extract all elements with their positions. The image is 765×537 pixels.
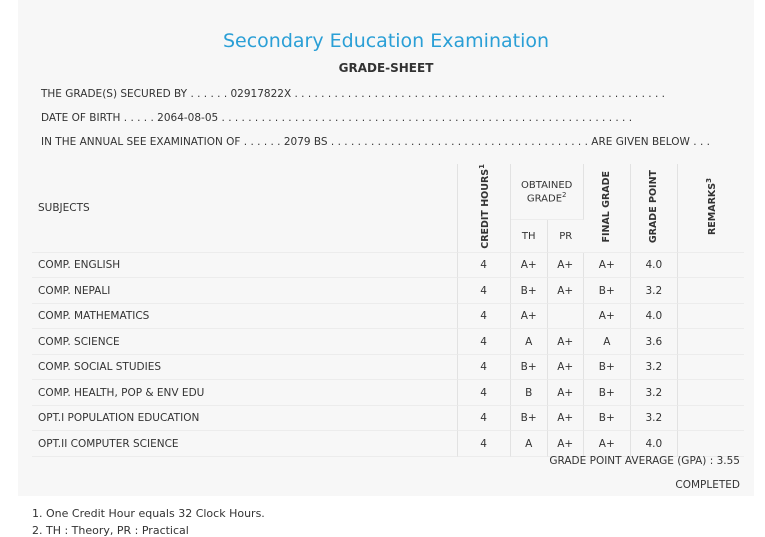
gpa-label: GRADE POINT AVERAGE (GPA) : — [549, 455, 714, 467]
credit-cell: 4 — [458, 406, 511, 432]
pr-header: PR — [548, 220, 584, 252]
page-subtitle: GRADE-SHEET — [338, 61, 434, 75]
subject-cell: COMP. NEPALI — [32, 278, 458, 304]
gp-cell: 3.2 — [631, 380, 678, 406]
grades-table — [32, 164, 744, 457]
exam-label: IN THE ANNUAL SEE EXAMINATION OF — [41, 136, 241, 148]
remarks-cell — [678, 355, 744, 381]
status-text: COMPLETED — [675, 479, 740, 491]
subject-cell: OPT.II COMPUTER SCIENCE — [32, 431, 458, 457]
gp-cell: 3.6 — [631, 329, 678, 355]
footnote-2: 2. TH : Theory, PR : Practical — [32, 524, 189, 537]
secured-by-label: THE GRADE(S) SECURED BY — [41, 88, 188, 100]
secured-by-line: THE GRADE(S) SECURED BY . . . . . . 02917822X . . . . . . . . . . . . . . . . . . . . . . . . . . . . . . . . . . . . . . . . . . . . . . . . . . . . . . . . — [41, 88, 665, 100]
page-title: Secondary Education Examination — [222, 30, 550, 52]
gp-cell: 4.0 — [631, 253, 678, 279]
table-row — [32, 380, 744, 406]
th-cell: A — [511, 431, 548, 457]
pr-cell: A+ — [548, 406, 584, 432]
gpa-value: 3.55 — [716, 455, 740, 467]
final-cell: A+ — [584, 431, 631, 457]
pr-cell: A+ — [548, 278, 584, 304]
pr-cell: A+ — [548, 253, 584, 279]
dob-line: DATE OF BIRTH . . . . . 2064-08-05 . . . . . . . . . . . . . . . . . . . . . . . . . . . . . . . . . . . . . . . . . . . . . . . . . . . . . . . . . . . . . . — [41, 112, 633, 124]
subject-cell: COMP. ENGLISH — [32, 253, 458, 279]
remarks-cell — [678, 329, 744, 355]
credit-cell: 4 — [458, 278, 511, 304]
remarks-header: REMARKS$^3$ — [678, 164, 744, 253]
credit-hours-header: CREDIT HOURS$^1$ — [458, 164, 511, 253]
final-cell: A+ — [584, 253, 631, 279]
gp-cell: 3.2 — [631, 278, 678, 304]
grade-sheet — [18, 0, 754, 496]
pr-cell: A+ — [548, 329, 584, 355]
remarks-cell — [678, 278, 744, 304]
exam-line: IN THE ANNUAL SEE EXAMINATION OF . . . . . . 2079 BS . . . . . . . . . . . . . . . . . . . . . . . . . . . . . . . . . . . . . . . ARE GIVEN BELOW . . . — [41, 136, 710, 148]
credit-cell: 4 — [458, 253, 511, 279]
gp-cell: 4.0 — [631, 304, 678, 330]
remarks-cell — [678, 406, 744, 432]
th-cell: A — [511, 329, 548, 355]
gp-cell: 3.2 — [631, 355, 678, 381]
subject-cell: COMP. SOCIAL STUDIES — [32, 355, 458, 381]
th-header: TH — [511, 220, 548, 252]
final-cell: B+ — [584, 355, 631, 381]
table-row — [32, 406, 744, 432]
final-cell: B+ — [584, 380, 631, 406]
remarks-cell — [678, 253, 744, 279]
table-row — [32, 355, 744, 381]
table-row — [32, 431, 744, 457]
symbol-number: 02917822X — [230, 88, 292, 100]
gp-cell: 4.0 — [631, 431, 678, 457]
table-row — [32, 253, 744, 279]
th-cell: B+ — [511, 406, 548, 432]
subjects-header: SUBJECTS — [32, 164, 458, 253]
credit-cell: 4 — [458, 355, 511, 381]
credit-cell: 4 — [458, 329, 511, 355]
grade-point-header: GRADE POINT — [631, 164, 678, 253]
table-row — [32, 278, 744, 304]
dob-value: 2064-08-05 — [157, 112, 219, 124]
table-row — [32, 304, 744, 330]
pr-cell: A+ — [548, 380, 584, 406]
remarks-cell — [678, 304, 744, 330]
pr-cell: A+ — [548, 355, 584, 381]
credit-cell: 4 — [458, 304, 511, 330]
subject-cell: COMP. HEALTH, POP & ENV EDU — [32, 380, 458, 406]
credit-cell: 4 — [458, 380, 511, 406]
gpa-summary — [549, 455, 740, 467]
th-cell: A+ — [511, 253, 548, 279]
th-cell: B — [511, 380, 548, 406]
final-cell: A — [584, 329, 631, 355]
subject-cell: COMP. SCIENCE — [32, 329, 458, 355]
footnote-1: 1. One Credit Hour equals 32 Clock Hours. — [32, 507, 265, 520]
final-grade-header: FINAL GRADE — [584, 164, 631, 253]
th-cell: A+ — [511, 304, 548, 330]
final-cell: A+ — [584, 304, 631, 330]
remarks-cell — [678, 380, 744, 406]
exam-year: 2079 BS — [283, 136, 328, 148]
final-cell: B+ — [584, 406, 631, 432]
subject-cell: OPT.I POPULATION EDUCATION — [32, 406, 458, 432]
pr-cell: A+ — [548, 431, 584, 457]
given-below-label: ARE GIVEN BELOW — [591, 136, 690, 148]
pr-cell — [548, 304, 584, 330]
final-cell: B+ — [584, 278, 631, 304]
subject-cell: COMP. MATHEMATICS — [32, 304, 458, 330]
obtained-grade-header: OBTAINED GRADE$^2$ — [511, 164, 584, 220]
remarks-cell — [678, 431, 744, 457]
th-cell: B+ — [511, 278, 548, 304]
th-cell: B+ — [511, 355, 548, 381]
gp-cell: 3.2 — [631, 406, 678, 432]
credit-cell: 4 — [458, 431, 511, 457]
table-row — [32, 329, 744, 355]
dob-label: DATE OF BIRTH — [41, 112, 121, 124]
